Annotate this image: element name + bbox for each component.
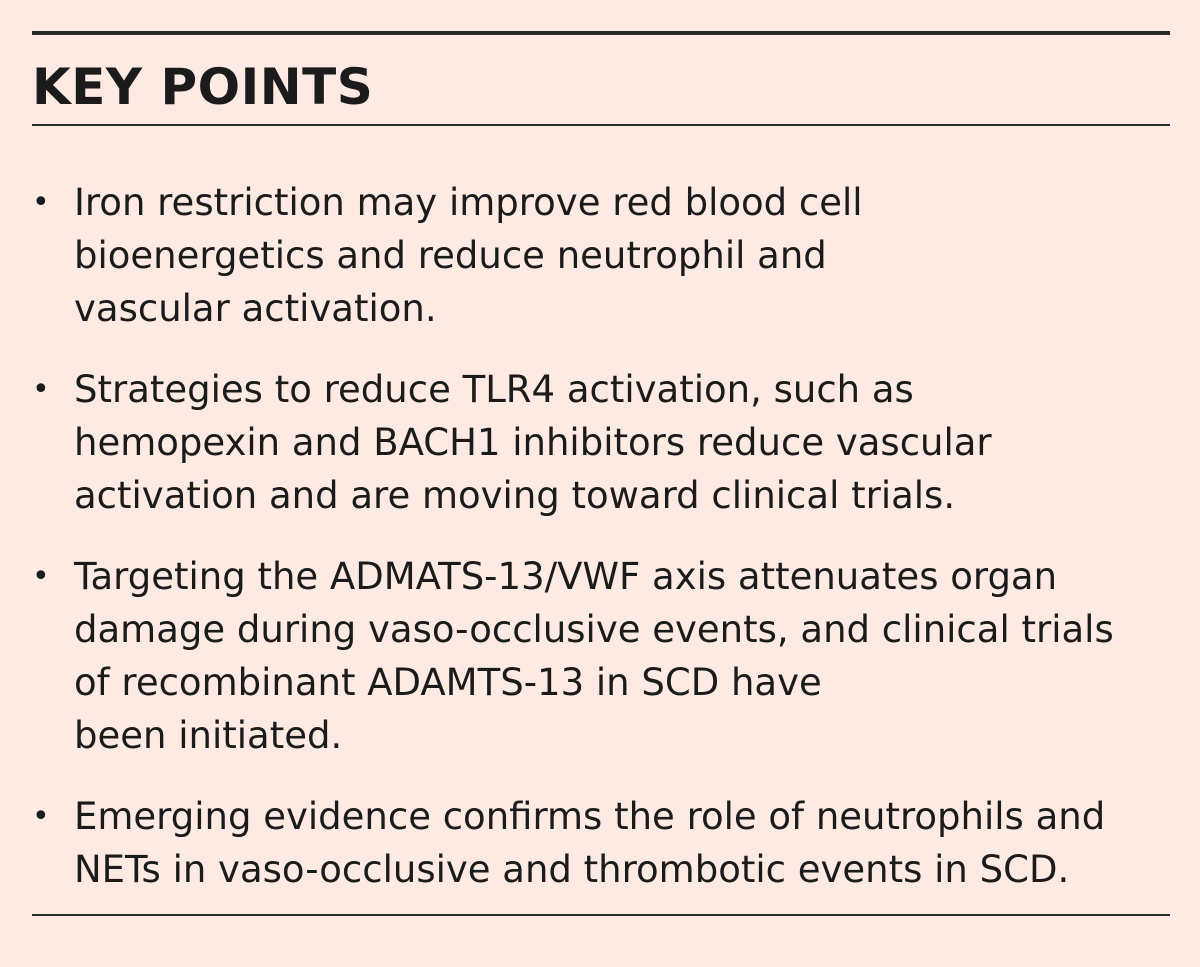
point-text-line: bioenergetics and reduce neutrophil and <box>74 234 827 277</box>
point-text-line: vascular activation. <box>74 287 437 330</box>
point-text-line: Strategies to reduce TLR4 activation, such as <box>74 368 914 411</box>
list-item <box>32 550 1172 762</box>
point-text-line: Emerging evidence confirms the role of neutrophils and <box>74 795 1106 838</box>
bullet-icon: • <box>32 799 50 834</box>
title-divider <box>32 124 1170 126</box>
bullet-icon: • <box>32 372 50 407</box>
list-item <box>32 790 1172 896</box>
box-title: KEY POINTS <box>32 58 374 116</box>
point-text-line: Iron restriction may improve red blood cell <box>74 181 863 224</box>
bullet-icon: • <box>32 559 50 594</box>
point-text-line: been initiated. <box>74 714 343 757</box>
top-rule <box>32 31 1170 35</box>
bottom-rule <box>32 914 1170 916</box>
point-text-line: of recombinant ADAMTS-13 in SCD have <box>74 661 822 704</box>
bullet-icon: • <box>32 185 50 220</box>
point-text-line: NETs in vaso-occlusive and thrombotic events in SCD. <box>74 848 1070 891</box>
point-text-line: Targeting the ADMATS-13/VWF axis attenuates organ <box>74 555 1058 598</box>
list-item <box>32 176 1172 335</box>
list-item <box>32 363 1172 522</box>
point-text-line: activation and are moving toward clinical trials. <box>74 474 956 517</box>
point-text-line: damage during vaso-occlusive events, and clinical trials <box>74 608 1114 651</box>
key-points-list <box>32 176 1172 924</box>
point-text-line: hemopexin and BACH1 inhibitors reduce vascular <box>74 421 992 464</box>
